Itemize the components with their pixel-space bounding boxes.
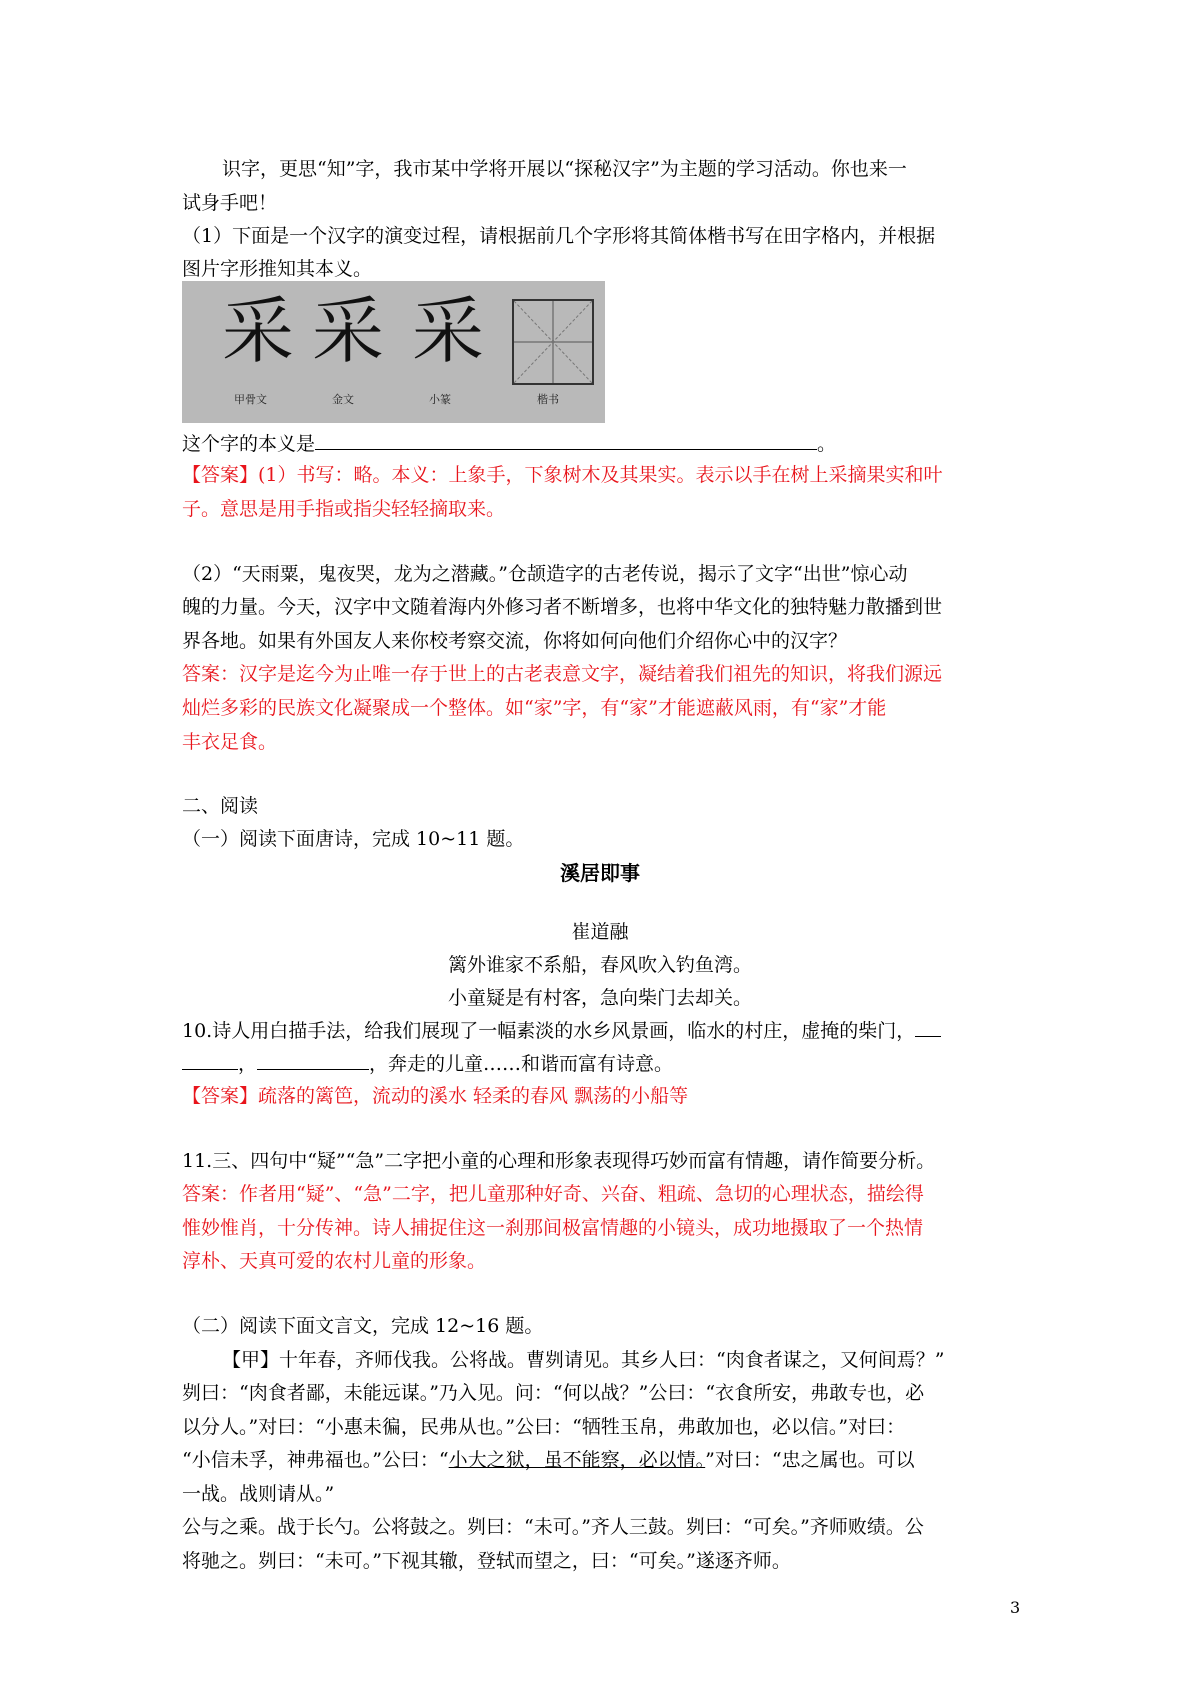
classical-line-7: 将驰之。刿曰：“未可。”下视其辙，登轼而望之，曰：“可矣。”遂逐齐师。	[182, 1550, 791, 1572]
classical-line-4	[182, 1448, 915, 1472]
q10-line-2-end: ，奔走的儿童……和谐而富有诗意。	[369, 1053, 674, 1075]
q10-line-1	[182, 1018, 941, 1043]
poem-title: 溪居即事	[560, 861, 640, 885]
classical-underlined-phrase: 小大之狱，虽不能察，必以情。	[448, 1449, 706, 1471]
q2-answer-line-2: 灿烂多彩的民族文化凝聚成一个整体。如“家”字，有“家”才能遮蔽风雨，有“家”才能	[182, 697, 887, 719]
label-kaishu: 楷书	[537, 393, 559, 406]
intro-line-2: 试身手吧！	[182, 192, 278, 214]
poem-line-1: 篱外谁家不系船，春风吹入钓鱼湾。	[447, 954, 752, 976]
classical-line-6: 公与之乘。战于长勺。公将鼓之。刿曰：“未可。”齐人三鼓。刿曰：“可矣。”齐师败绩。公	[182, 1516, 924, 1538]
seal-glyph: 采	[412, 289, 485, 373]
classical-line-1: 【甲】十年春，齐师伐我。公将战。曹刿请见。其乡人曰：“肉食者谋之，又何间焉？”	[222, 1349, 945, 1371]
classical-line-5: 一战。战则请从。”	[182, 1483, 335, 1505]
classical-line-3: 以分人。”对曰：“小惠未徧，民弗从也。”公曰：“牺牲玉帛，弗敢加也，必以信。”对曰：	[182, 1416, 906, 1438]
label-xiaozhuan: 小篆	[429, 393, 451, 406]
q10-blank-2[interactable]	[257, 1051, 369, 1070]
classical-line-2: 刿曰：“肉食者鄙，未能远谋。”乃入见。问：“何以战？”公曰：“衣食所安，弗敢专也，必	[182, 1382, 925, 1404]
q10-answer: 【答案】疏落的篱笆，流动的溪水 轻柔的春风 飘荡的小船等	[182, 1085, 689, 1107]
q1-fill-line	[182, 431, 836, 456]
q11-line-1: 11.三、四句中“疑”“急”二字把小童的心理和形象表现得巧妙而富有情趣，请作简要分析。	[182, 1150, 936, 1172]
section-2-heading: 二、阅读	[182, 795, 259, 817]
q2-answer-line-3: 丰衣足食。	[182, 731, 278, 753]
q10-sep: ，	[238, 1053, 258, 1075]
q1-fill-text: 这个字的本义是	[182, 433, 316, 455]
q2-line-1: （2）“天雨粟，鬼夜哭，龙为之潜藏。”仓颉造字的古老传说，揭示了文字“出世”惊心动	[182, 563, 908, 585]
q2-line-3: 界各地。如果有外国友人来你校考察交流，你将如何向他们介绍你心中的汉字？	[182, 630, 848, 652]
q10-blank-1b[interactable]	[182, 1051, 238, 1070]
q1-answer-blank[interactable]	[315, 431, 817, 450]
section-2-sub-1: （一）阅读下面唐诗，完成 10~11 题。	[182, 828, 525, 850]
page-number: 3	[1010, 1598, 1021, 1617]
label-jiaguwen: 甲骨文	[234, 393, 267, 406]
q11-answer-line-1: 答案：作者用“疑”、“急”二字，把儿童那种好奇、兴奋、粗疏、急切的心理状态，描绘得	[182, 1183, 924, 1205]
q10-blank-1a[interactable]	[915, 1018, 941, 1037]
q10-line-1-text: 10.诗人用白描手法，给我们展现了一幅素淡的水乡风景画，临水的村庄，虚掩的柴门，	[182, 1020, 916, 1042]
intro-line-1: 识字，更思“知”字，我市某中学将开展以“探秘汉字”为主题的学习活动。你也来一	[222, 158, 907, 180]
poem-author: 崔道融	[571, 921, 629, 943]
tianzi-grid	[512, 299, 594, 385]
q11-answer-line-3: 淳朴、天真可爱的农村儿童的形象。	[182, 1250, 487, 1272]
q2-line-2: 魄的力量。今天，汉字中文随着海内外修习者不断增多，也将中华文化的独特魅力散播到世	[182, 596, 943, 618]
classical-line-4-b: ”对曰：“忠之属也。可以	[705, 1449, 915, 1471]
section-2-sub-2: （二）阅读下面文言文，完成 12~16 题。	[182, 1315, 544, 1337]
q2-answer-line-1: 答案：汉字是迄今为止唯一存于世上的古老表意文字，凝结着我们祖先的知识，将我们源远	[182, 663, 943, 685]
q10-line-2	[182, 1051, 673, 1076]
q1-line-2: 图片字形推知其本义。	[182, 258, 373, 280]
q11-answer-line-2: 惟妙惟肖，十分传神。诗人捕捉住这一刹那间极富情趣的小镜头，成功地摄取了一个热情	[182, 1217, 924, 1239]
q1-answer-line-2: 子。意思是用手指或指尖轻轻摘取来。	[182, 498, 506, 520]
q1-fill-end: 。	[817, 433, 837, 455]
oracle-bone-glyph: 采	[222, 289, 295, 373]
label-jinwen: 金文	[332, 393, 354, 406]
bronze-glyph: 采	[312, 289, 385, 373]
classical-line-4-a: “小信未孚，神弗福也。”公曰：“	[182, 1449, 449, 1471]
q1-answer-line-1: 【答案】(1）书写：略。本义：上象手，下象树木及其果实。表示以手在树上采摘果实和叶	[182, 464, 943, 486]
character-evolution-image	[182, 281, 605, 423]
q1-line-1: （1）下面是一个汉字的演变过程，请根据前几个字形将其简体楷书写在田字格内，并根据	[182, 225, 936, 247]
poem-line-2: 小童疑是有村客，急向柴门去却关。	[447, 987, 752, 1009]
